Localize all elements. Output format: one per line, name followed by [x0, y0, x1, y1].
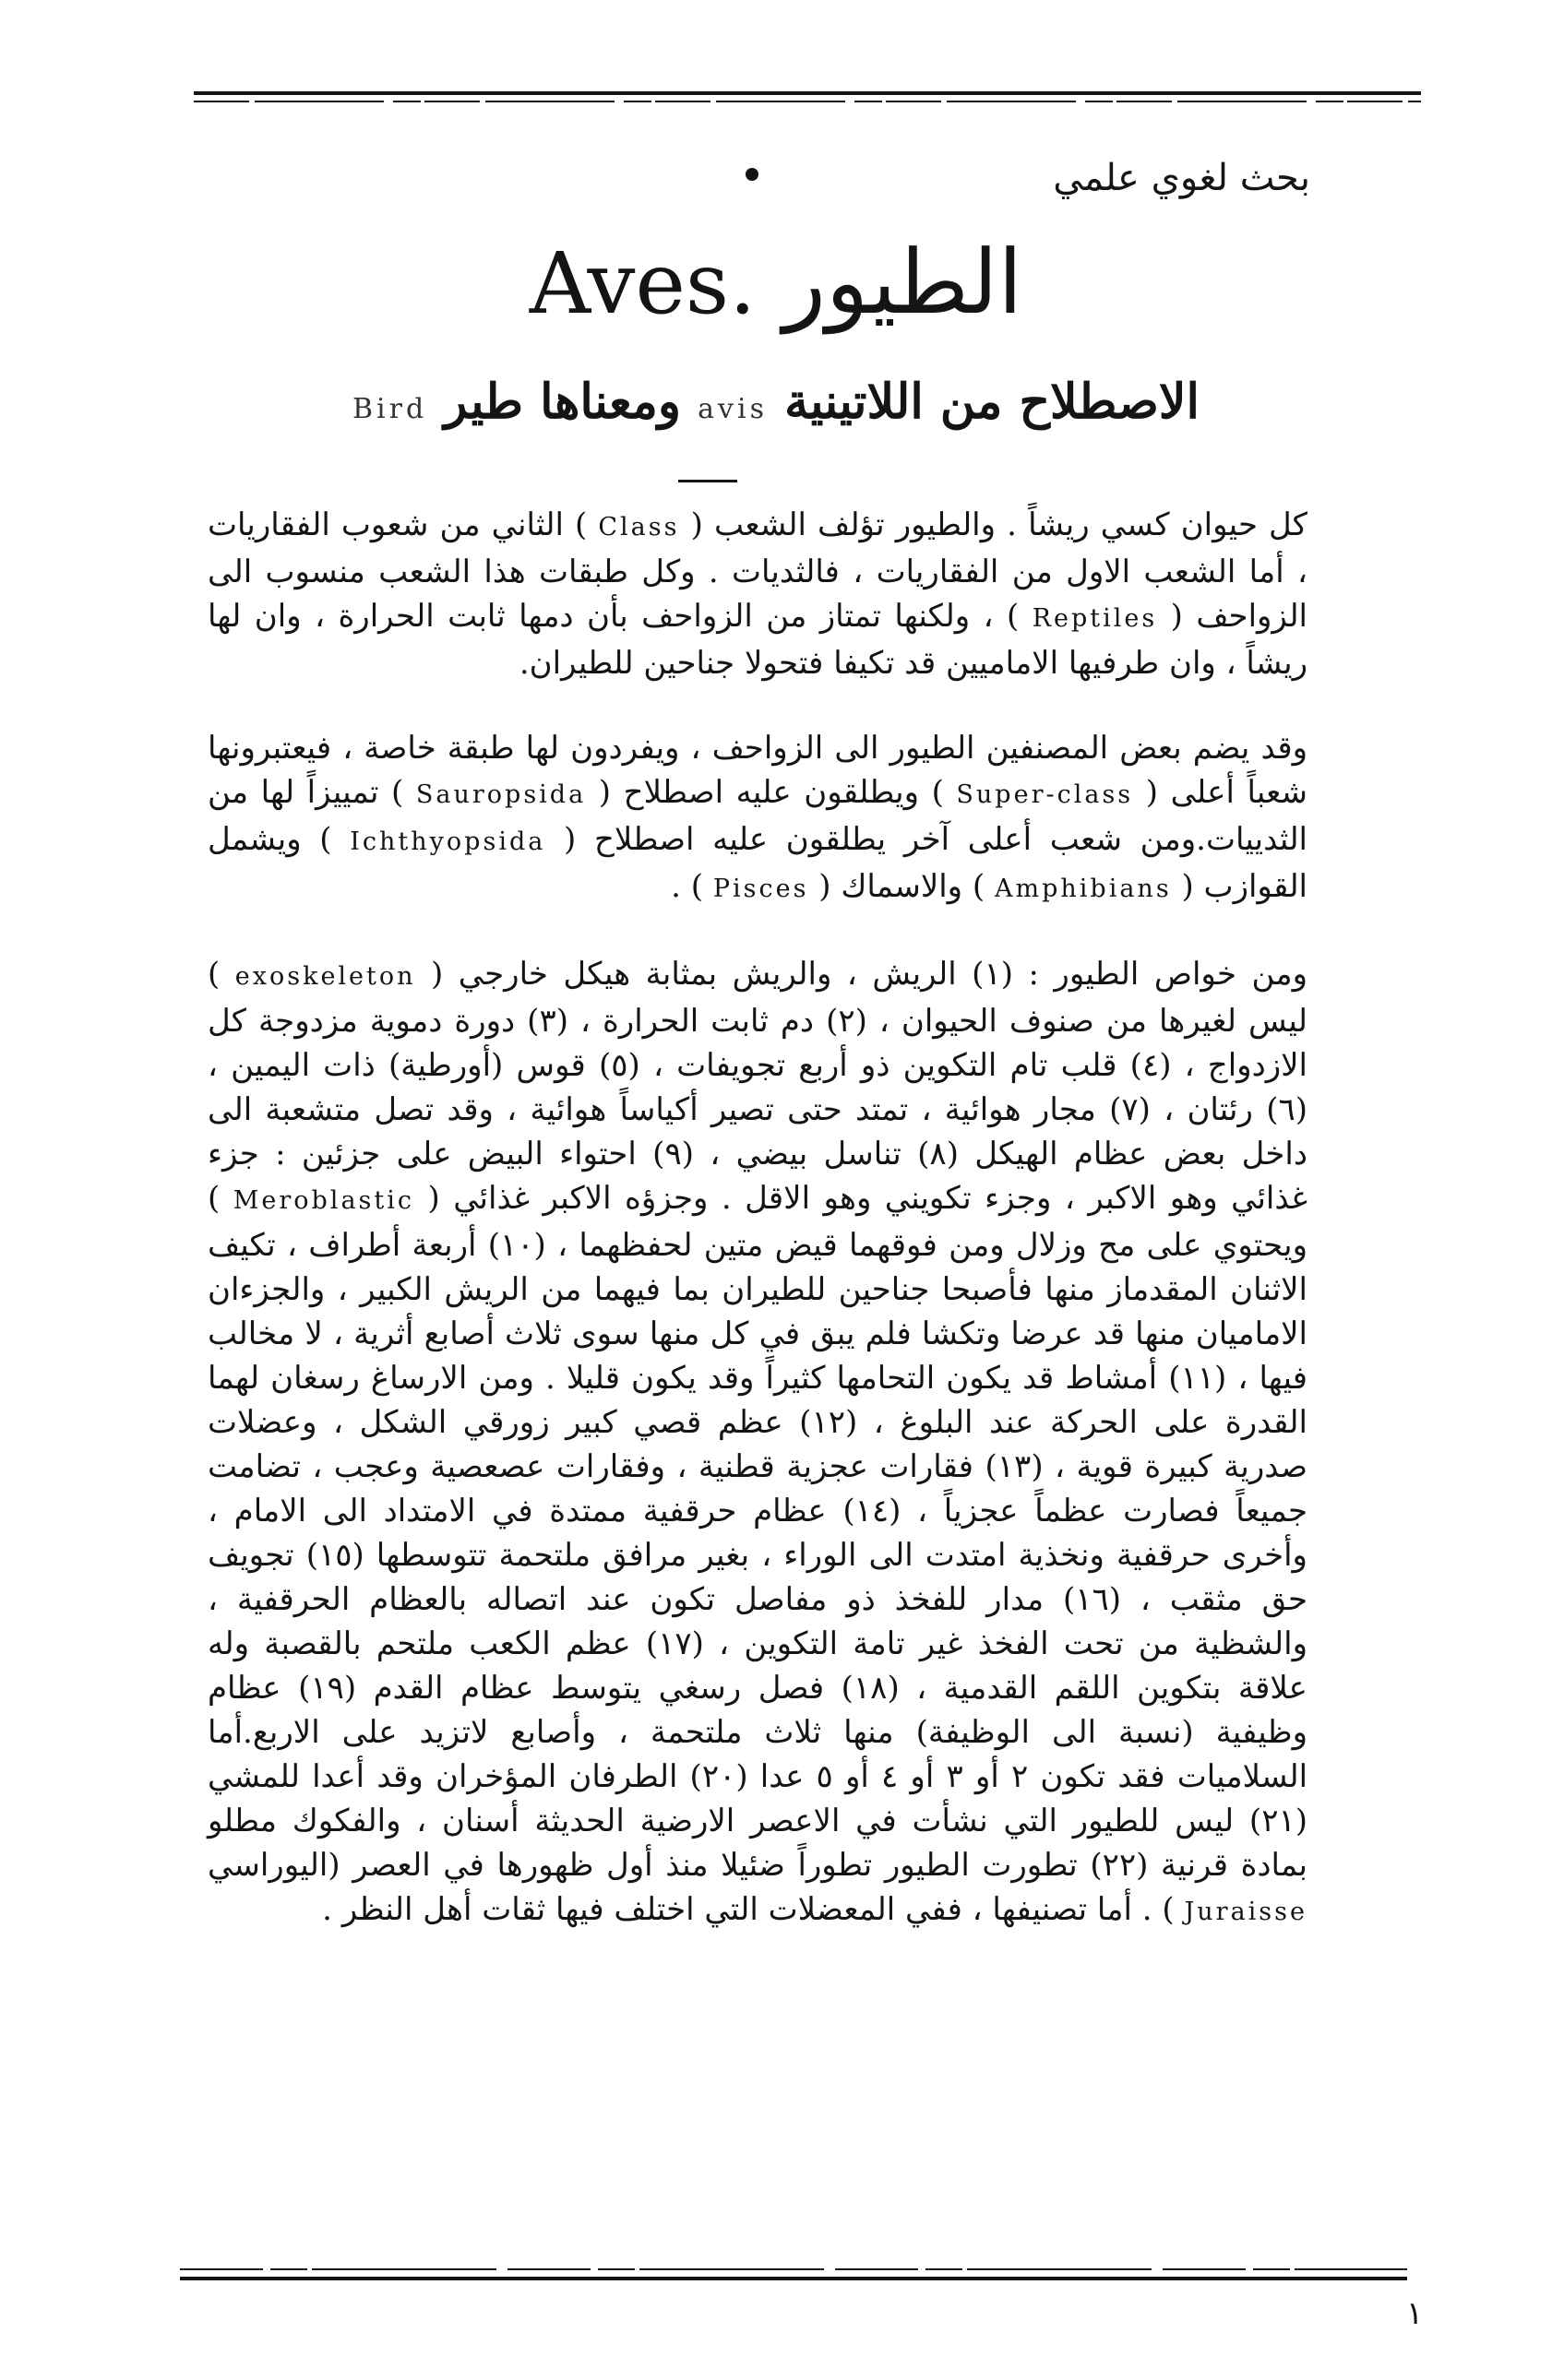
- p1-text-c: ) الثاني من شعوب الفقاريات ، أما الشعب الاول من الفقاريات ، فالثديات . وكل طبقات هذا الشعب منسوب الى الزواحف (: [208, 506, 1308, 635]
- p2-text-c: ) ويطلقون عليه اصطلاح (: [598, 774, 944, 811]
- ornament-dot: [746, 168, 758, 181]
- p2-text-i: ) والاسماك (: [818, 868, 985, 905]
- p2-term-sauropsida: Sauropsida: [415, 780, 587, 809]
- subtitle-latin: avis: [698, 393, 768, 425]
- top-rule: [194, 88, 1421, 106]
- p3-text-e: ) ويحتوي على مح وزلال ومن فوقهما قيض متين لحفظهما ، (١٠) أربعة أطراف ، تكيف الاثنان المقدماز منها فأصبحا جناحين للطيران بما فيهما من الريش الكبير ، والجزءان الاماميان منها قد عرضا وتكشا فلم يبق في كل منها سوى ثلاث أصابع أثرية ، لا مخالب فيها ، (١١) أمشاط قد يكون التحامها كثيراً وقد يكون قليلا . ومن الارساغ رسغان لهما القدرة على الحركة عند البلوغ ، (١٢) عظم قصي كبير زورقي الشكل ، وعضلات صدرية كبيرة قوية ، (١٣) فقارات عجزية قطنية ، وفقارات عصعصية وعجب ، تضامت جميعاً فصارت عظماً عجزياً ، (١٤) عظام حرقفية ممتدة في الامتداد الى الامام ، وأخرى حرقفية ونخذية امتدت الى الوراء ، بغير مرافق ملتحمة تتوسطها (١٥) تجويف حق مثقب ، (١٦) مدار للفخذ ذو مفاصل تكون عند اتصاله بالعظام الحرقفية ، والشظية من تحت الفخذ غير تامة التكوين ، (١٧) عظم الكعب ملتحم بالقصبة وله علاقة بتكوين اللقم القدمية ، (١٨) فصل رسغي يتوسط عظام القدم (١٩) عظام وظيفية (نسبة الى الوظيفة) منها ثلاث ملتحمة ، وأصابع لاتزيد على الاربع.أما السلاميات فقد تكون ٢ أو ٣ أو ٤ أو ٥ عدا (٢٠) الطرفان المؤخران وقد أعدا للمشي (٢١) ليس للطيور التي نشأت في الاعصر الارضية الحديثة أسنان ، والفكوك مطلو بمادة قرنية (٢٢) تطورت الطيور تطوراً ضئيلا منذ أول ظهورها في العصر (اليوراسي: [208, 1180, 1308, 1884]
- paragraph-3: [208, 952, 1307, 1934]
- title-latin: Aves.: [529, 234, 757, 333]
- title-divider: [678, 480, 737, 482]
- p2-text-a: وقد يضم بعض المصنفين الطيور الى الزواحف ، ويفردون لها طبقة خاصة ، فيعتبرونها شعباً أعلى (: [208, 730, 1307, 811]
- subtitle-part1: الاصطلاح من اللاتينية: [784, 374, 1200, 430]
- bottom-rule: [180, 2265, 1407, 2285]
- article-body: [208, 503, 1307, 1934]
- subtitle-english: Bird: [352, 393, 428, 425]
- p2-text-g: ) ويشمل القوازب (: [208, 821, 1307, 905]
- p2-term-pisces: Pisces: [712, 875, 809, 903]
- p1-term-reptiles: Reptiles: [1032, 604, 1158, 633]
- p1-text-e: ) ، ولكنها تمتاز من الزواحف بأن دمها ثابت الحرارة ، وان لها ريشاً ، وان طرفيها الاماميين قد تكيفا فتحولا جناحين للطيران.: [208, 598, 1307, 682]
- p2-term-ichthyopsida: Ichthyopsida: [350, 827, 546, 856]
- p3-text-g: ) . أما تصنيفها ، ففي المعضلات التي اختلف فيها ثقات أهل النظر .: [322, 1891, 1175, 1928]
- subtitle-part2: ومعناها طير: [444, 374, 682, 430]
- p2-text-k: ) .: [671, 868, 703, 905]
- running-header: بحث لغوي علمي: [1053, 157, 1310, 199]
- paragraph-1: [208, 503, 1307, 685]
- p3-term-meroblastic: Meroblastic: [233, 1186, 414, 1215]
- p3-term-juraisse: Juraisse: [1184, 1898, 1307, 1926]
- p1-text-a: كل حيوان كسي ريشاً . والطيور تؤلف الشعب (: [690, 506, 1307, 543]
- p2-term-superclass: Super-class: [956, 780, 1134, 809]
- subtitle: [0, 374, 1552, 430]
- page-title: [0, 231, 1552, 334]
- p3-text-c: ) ليس لغيرها من صنوف الحيوان ، (٢) دم ثابت الحرارة ، (٣) دورة دموية مزدوجة كل الازدواج ، (٤) قلب تام التكوين ذو أربع تجويفات ، (٥) قوس (أورطية) ذات اليمين ، (٦) رئتان ، (٧) مجار هوائية ، تمتد حتى تصير أكياساً هوائية ، وقد تصل متشعبة الى داخل بعض عظام الهيكل (٨) تناسل بيضي ، (٩) احتواء البيض على جزئين : جزء غذائي وهو الاكبر ، وجزء تكويني وهو الاقل . وجزؤه الاكبر غذائي (: [208, 956, 1308, 1217]
- title-arabic: الطيور: [782, 231, 1023, 334]
- p2-text-e: ) تمييزاً لها من الثدييات.ومن شعب أعلى آخر يطلقون عليه اصطلاح (: [208, 774, 1307, 858]
- page-number: ١: [1406, 2295, 1424, 2332]
- p1-term-class: Class: [598, 513, 680, 541]
- p2-term-amphibians: Amphibians: [995, 875, 1172, 903]
- paragraph-2: [208, 726, 1307, 911]
- p3-text-a: ومن خواص الطيور : (١) الريش ، والريش بمثابة هيكل خارجي (: [431, 956, 1307, 993]
- p3-term-exoskeleton: exoskeleton: [234, 962, 416, 991]
